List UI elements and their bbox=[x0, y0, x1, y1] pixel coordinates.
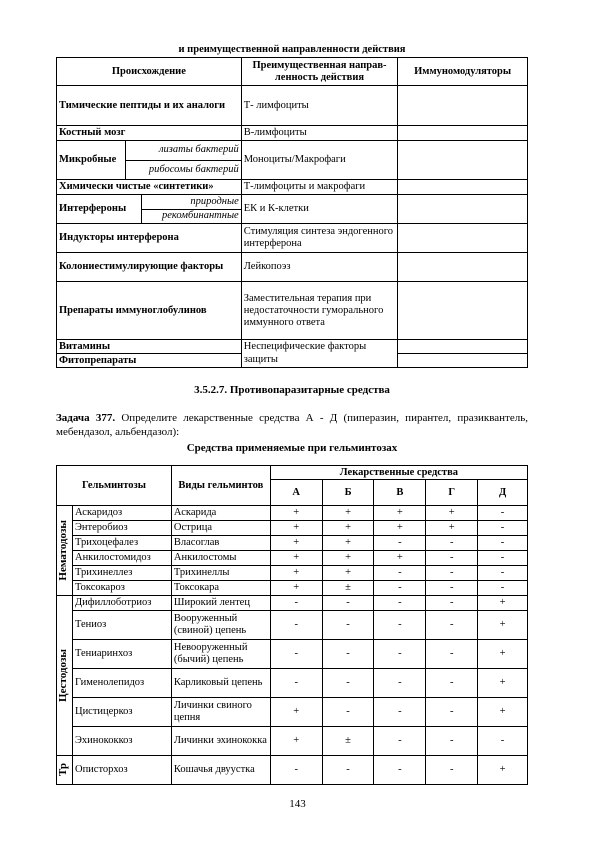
drug-effect-cell: - bbox=[426, 581, 478, 596]
drug-effect-cell: + bbox=[478, 669, 528, 698]
disease-cell: Токсокароз bbox=[72, 581, 171, 596]
drug-effect-cell: + bbox=[374, 521, 426, 536]
drug-effect-cell: + bbox=[322, 566, 374, 581]
drug-effect-cell: - bbox=[270, 596, 322, 611]
drug-effect-cell: + bbox=[270, 506, 322, 521]
answer-cell bbox=[398, 354, 528, 368]
drug-effect-cell: - bbox=[426, 536, 478, 551]
disease-cell: Дифиллоботриоз bbox=[72, 596, 171, 611]
disease-cell: Энтеробиоз bbox=[72, 521, 171, 536]
drug-col-b: Б bbox=[322, 480, 374, 506]
drug-effect-cell: + bbox=[426, 521, 478, 536]
task-body: Определите лекарственные средства А - Д (пиперазин, пирантел, празиквантель, мебендазол, альбендазол): bbox=[56, 412, 528, 438]
drug-effect-cell: + bbox=[270, 698, 322, 727]
drug-effect-cell: - bbox=[426, 756, 478, 785]
helminth-kind-cell: Анкилостомы bbox=[171, 551, 270, 566]
disease-cell: Трихинеллез bbox=[72, 566, 171, 581]
drug-effect-cell: + bbox=[322, 521, 374, 536]
helminth-kind-cell: Аскарида bbox=[171, 506, 270, 521]
drug-effect-cell: - bbox=[322, 596, 374, 611]
disease-cell: Гименолепидоз bbox=[72, 669, 171, 698]
row-origin: Витамины bbox=[57, 340, 242, 354]
drug-effect-cell: - bbox=[426, 566, 478, 581]
helminth-kind-cell: Невооруженный (бычий) цепень bbox=[171, 640, 270, 669]
drug-effect-cell: - bbox=[322, 669, 374, 698]
drug-effect-cell: - bbox=[478, 551, 528, 566]
drug-effect-cell: + bbox=[478, 756, 528, 785]
drug-effect-cell: - bbox=[478, 521, 528, 536]
drug-effect-cell: - bbox=[426, 596, 478, 611]
row-action: Неспецифические факторы bbox=[241, 340, 398, 354]
row-origin: Интерфероны bbox=[57, 195, 142, 223]
row-origin-split bbox=[57, 195, 242, 224]
header-action: Преимущественная направ-ленность действия bbox=[241, 58, 398, 86]
header-origin: Происхождение bbox=[57, 58, 242, 86]
answer-cell bbox=[398, 180, 528, 195]
drug-effect-cell: - bbox=[270, 611, 322, 640]
section-title: 3.5.2.7. Противопаразитарные средства bbox=[194, 384, 390, 396]
drug-effect-cell: + bbox=[478, 698, 528, 727]
page-number: 143 bbox=[289, 798, 306, 810]
answer-cell bbox=[398, 340, 528, 354]
row-action: Т- лимфоциты bbox=[241, 86, 398, 126]
group-label bbox=[57, 756, 73, 785]
group-label-text: Тр bbox=[57, 763, 69, 777]
helminth-kind-cell: Трихинеллы bbox=[171, 566, 270, 581]
drug-effect-cell: - bbox=[374, 566, 426, 581]
drug-effect-cell: - bbox=[374, 611, 426, 640]
sub-origin: рибосомы бактерий bbox=[148, 163, 239, 175]
helminth-kind-cell: Личинки свиного цепня bbox=[171, 698, 270, 727]
answer-cell bbox=[398, 195, 528, 224]
drug-effect-cell: - bbox=[270, 640, 322, 669]
sub-origin: лизаты бактерий bbox=[126, 141, 241, 160]
drug-effect-cell: - bbox=[374, 756, 426, 785]
drug-col-a: А bbox=[270, 480, 322, 506]
drug-effect-cell: - bbox=[426, 669, 478, 698]
disease-cell: Анкилостомидоз bbox=[72, 551, 171, 566]
task-text bbox=[56, 411, 528, 439]
row-origin: Индукторы интерферона bbox=[57, 224, 242, 253]
group-label-text: Нематодозы bbox=[57, 520, 69, 581]
row-action: ЕК и К-клетки bbox=[241, 195, 398, 224]
drug-effect-cell: - bbox=[374, 698, 426, 727]
row-origin: Тимические пептиды и их аналоги bbox=[57, 86, 242, 126]
header-immunomodulators: Иммуномодуляторы bbox=[398, 58, 528, 86]
drug-effect-cell: - bbox=[426, 611, 478, 640]
row-origin: Фитопрепараты bbox=[57, 354, 242, 368]
disease-cell: Тениоз bbox=[72, 611, 171, 640]
helminth-kind-cell: Личинки эхинококка bbox=[171, 727, 270, 756]
helminth-kind-cell: Токсокара bbox=[171, 581, 270, 596]
drug-col-d: Д bbox=[478, 480, 528, 506]
sub-origin: природные bbox=[142, 195, 241, 209]
row-origin: Костный мозг bbox=[57, 126, 242, 141]
drug-effect-cell: + bbox=[270, 551, 322, 566]
group-label-text: Цестодозы bbox=[57, 649, 69, 702]
row-action: Моноциты/Макрофаги bbox=[241, 141, 398, 180]
row-origin: Колониестимулирующие факторы bbox=[57, 253, 242, 282]
drug-effect-cell: - bbox=[374, 727, 426, 756]
drug-effect-cell: + bbox=[374, 551, 426, 566]
drug-effect-cell: - bbox=[478, 581, 528, 596]
helminth-kind-cell: Вооруженный (свиной) цепень bbox=[171, 611, 270, 640]
row-action: Т-лимфоциты и макрофаги bbox=[241, 180, 398, 195]
drug-effect-cell: + bbox=[322, 536, 374, 551]
group-label bbox=[57, 506, 73, 596]
drug-effect-cell: + bbox=[426, 506, 478, 521]
answer-cell bbox=[398, 86, 528, 126]
table2-title: Средства применяемые при гельминтозах bbox=[186, 442, 398, 454]
helminth-kind-cell: Карликовый цепень bbox=[171, 669, 270, 698]
drug-effect-cell: - bbox=[426, 551, 478, 566]
sub-origin: рекомбинантные bbox=[161, 210, 239, 222]
row-origin: Микробные bbox=[57, 141, 126, 179]
drug-effect-cell: - bbox=[478, 536, 528, 551]
drug-effect-cell: - bbox=[478, 506, 528, 521]
disease-cell: Эхинококкоз bbox=[72, 727, 171, 756]
drug-effect-cell: + bbox=[270, 581, 322, 596]
drug-effect-cell: + bbox=[478, 640, 528, 669]
disease-cell: Трихоцефалез bbox=[72, 536, 171, 551]
drug-effect-cell: + bbox=[270, 521, 322, 536]
drug-effect-cell: - bbox=[374, 640, 426, 669]
drug-effect-cell: - bbox=[478, 727, 528, 756]
answer-cell bbox=[398, 141, 528, 180]
drug-effect-cell: - bbox=[374, 596, 426, 611]
helminth-kind-cell: Кошачья двуустка bbox=[171, 756, 270, 785]
drug-effect-cell: - bbox=[426, 640, 478, 669]
task-label: Задача 377. bbox=[56, 412, 116, 424]
drug-effect-cell: + bbox=[478, 611, 528, 640]
helminth-kind-cell: Острица bbox=[171, 521, 270, 536]
row-action: защиты bbox=[241, 354, 398, 368]
drug-effect-cell: - bbox=[374, 536, 426, 551]
row-origin-split bbox=[57, 141, 242, 180]
helminth-drugs-table bbox=[56, 465, 528, 785]
drug-effect-cell: + bbox=[270, 566, 322, 581]
answer-cell bbox=[398, 126, 528, 141]
drug-effect-cell: + bbox=[322, 506, 374, 521]
drug-effect-cell: + bbox=[270, 727, 322, 756]
drug-effect-cell: - bbox=[478, 566, 528, 581]
drug-effect-cell: - bbox=[322, 756, 374, 785]
row-action: Заместительная терапия при недостаточности гуморального иммунного ответа bbox=[241, 282, 398, 340]
group-label bbox=[57, 596, 73, 756]
drug-col-g: Г bbox=[426, 480, 478, 506]
drug-effect-cell: + bbox=[374, 506, 426, 521]
table1-title: и преимущественной направленности действия bbox=[178, 44, 406, 55]
answer-cell bbox=[398, 253, 528, 282]
drug-effect-cell: - bbox=[322, 611, 374, 640]
disease-cell: Аскаридоз bbox=[72, 506, 171, 521]
disease-cell: Цистицеркоз bbox=[72, 698, 171, 727]
disease-cell: Описторхоз bbox=[72, 756, 171, 785]
answer-cell bbox=[398, 224, 528, 253]
drug-effect-cell: - bbox=[426, 727, 478, 756]
answer-cell bbox=[398, 282, 528, 340]
drug-effect-cell: - bbox=[270, 756, 322, 785]
row-origin: Препараты иммуноглобулинов bbox=[57, 282, 242, 340]
drug-effect-cell: - bbox=[374, 669, 426, 698]
drug-col-v: В bbox=[374, 480, 426, 506]
immunomodulators-table bbox=[56, 57, 528, 368]
drug-effect-cell: - bbox=[270, 669, 322, 698]
drug-effect-cell: - bbox=[374, 581, 426, 596]
header-helminth-kinds: Виды гельминтов bbox=[171, 466, 270, 506]
drug-effect-cell: + bbox=[478, 596, 528, 611]
drug-effect-cell: ± bbox=[322, 581, 374, 596]
helminth-kind-cell: Широкий лентец bbox=[171, 596, 270, 611]
row-origin: Химически чистые «синтетики» bbox=[57, 180, 242, 195]
header-drugs: Лекарственные средства bbox=[270, 466, 527, 480]
header-helminthoses: Гельминтозы bbox=[57, 466, 172, 506]
drug-effect-cell: + bbox=[270, 536, 322, 551]
helminth-kind-cell: Власоглав bbox=[171, 536, 270, 551]
row-action: Лейкопоэз bbox=[241, 253, 398, 282]
drug-effect-cell: - bbox=[322, 640, 374, 669]
drug-effect-cell: ± bbox=[322, 727, 374, 756]
drug-effect-cell: + bbox=[322, 551, 374, 566]
drug-effect-cell: - bbox=[322, 698, 374, 727]
drug-effect-cell: - bbox=[426, 698, 478, 727]
row-action: Стимуляция синтеза эндогенного интерферона bbox=[241, 224, 398, 253]
row-action: В-лимфоциты bbox=[241, 126, 398, 141]
disease-cell: Тениаринхоз bbox=[72, 640, 171, 669]
